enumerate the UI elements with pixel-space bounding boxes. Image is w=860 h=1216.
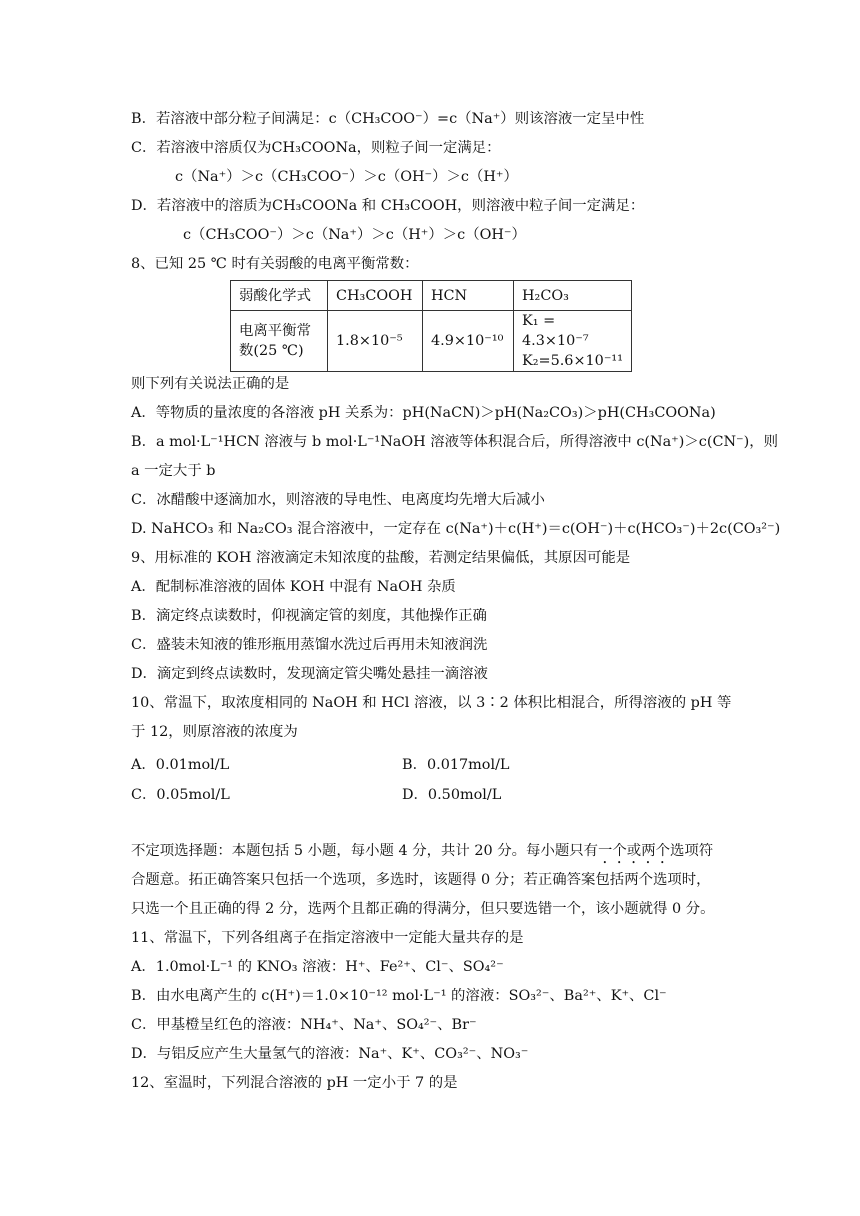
q10-stem: 10、常温下，取浓度相同的 NaOH 和 HCl 溶液，以 3∶2 体积比相混合，所得溶液的 pH 等 [131,695,732,711]
q10-stem-cont: 于 12，则原溶液的浓度为 [131,724,298,740]
q9-option-b: B．滴定终点读数时，仰视滴定管的刻度，其他操作正确 [131,608,487,624]
table-value-ch3cooh: 1.8×10⁻⁵ [328,311,423,372]
q9-option-a: A．配制标准溶液的固体 KOH 中混有 NaOH 杂质 [131,579,456,595]
q11-option-d: D．与铝反应产生大量氢气的溶液：Na⁺、K⁺、CO₃²⁻、NO₃⁻ [131,1046,529,1062]
q10-option-c: C．0.05mol/L [131,787,230,803]
table-header-h2co3: H₂CO₃ [514,281,632,311]
q10-option-b: B．0.017mol/L [402,757,510,773]
q9-option-c: C．盛装未知液的锥形瓶用蒸馏水洗过后再用未知液润洗 [131,637,488,653]
section-instructions-line2: 合题意。拓正确答案只包括一个选项，多选时，该题得 0 分；若正确答案包括两个选项时， [131,872,711,888]
q10-option-d: D．0.50mol/L [402,787,502,803]
ionization-constant-table [230,280,632,372]
q10-option-a: A．0.01mol/L [131,757,230,773]
q9-stem: 9、用标准的 KOH 溶液滴定未知浓度的盐酸，若测定结果偏低，其原因可能是 [131,550,631,566]
table-value-hcn: 4.9×10⁻¹⁰ [423,311,514,372]
q8-option-b-cont: a 一定大于 b [131,463,216,479]
q8-option-b: B．a mol·L⁻¹HCN 溶液与 b mol·L⁻¹NaOH 溶液等体积混合后，所得溶液中 c(Na⁺)＞c(CN⁻)，则 [131,434,779,450]
q8-stem: 8、已知 25 ℃ 时有关弱酸的电离平衡常数： [131,256,419,272]
q11-stem: 11、常温下，下列各组离子在指定溶液中一定能大量共存的是 [131,930,524,946]
q11-option-a: A．1.0mol·L⁻¹ 的 KNO₃ 溶液：H⁺、Fe²⁺、Cl⁻、SO₄²⁻ [131,959,504,975]
table-header-ch3cooh: CH₃COOH [328,281,423,311]
q8-option-c: C．冰醋酸中逐滴加水，则溶液的导电性、电离度均先增大后减小 [131,492,545,508]
q7-option-d: D．若溶液中的溶质为CH₃COONa 和 CH₃COOH，则溶液中粒子间一定满足： [131,198,645,214]
q8-option-a: A．等物质的量浓度的各溶液 pH 关系为：pH(NaCN)＞pH(Na₂CO₃)＞pH(CH₃COONa) [131,405,716,421]
table-header-hcn: HCN [423,281,514,311]
q7-option-c-relation: c（Na⁺）＞c（CH₃COO⁻）＞c（OH⁻）＞c（H⁺） [175,169,518,185]
q11-option-b: B．由水电离产生的 c(H⁺)＝1.0×10⁻¹² mol·L⁻¹ 的溶液：SO₃²⁻、Ba²⁺、K⁺、Cl⁻ [131,988,667,1004]
table-header-acid: 弱酸化学式 [231,281,328,311]
table-value-h2co3: K₁ = 4.3×10⁻⁷ K₂=5.6×10⁻¹¹ [514,311,632,372]
section-instructions-line3: 只选一个且正确的得 2 分，选两个且都正确的得满分，但只要选错一个，该小题就得 0 分。 [131,901,715,917]
emphasized-text: 一个或两个 [598,843,670,859]
q11-option-c: C．甲基橙呈红色的溶液：NH₄⁺、Na⁺、SO₄²⁻、Br⁻ [131,1017,477,1033]
table-row-label: 电离平衡常 数(25 ℃) [231,311,328,372]
q12-stem: 12、室温时，下列混合溶液的 pH 一定小于 7 的是 [131,1075,458,1091]
q7-option-b: B．若溶液中部分粒子间满足：c（CH₃COO⁻）=c（Na⁺）则该溶液一定呈中性 [131,111,645,127]
q7-option-c: C．若溶液中溶质仅为CH₃COONa，则粒子间一定满足： [131,140,501,156]
section-instructions-line1: 不定项选择题：本题包括 5 小题，每小题 4 分，共计 20 分。每小题只有一个或两个选项符 [131,843,714,859]
q9-option-d: D．滴定到终点读数时，发现滴定管尖嘴处悬挂一滴溶液 [131,666,488,682]
q8-prompt: 则下列有关说法正确的是 [131,376,290,392]
q8-option-d: D. NaHCO₃ 和 Na₂CO₃ 混合溶液中，一定存在 c(Na⁺)＋c(H⁺)＝c(OH⁻)＋c(HCO₃⁻)＋2c(CO₃²⁻) [131,521,781,537]
q7-option-d-relation: c（CH₃COO⁻）＞c（Na⁺）＞c（H⁺）＞c（OH⁻） [183,227,526,243]
